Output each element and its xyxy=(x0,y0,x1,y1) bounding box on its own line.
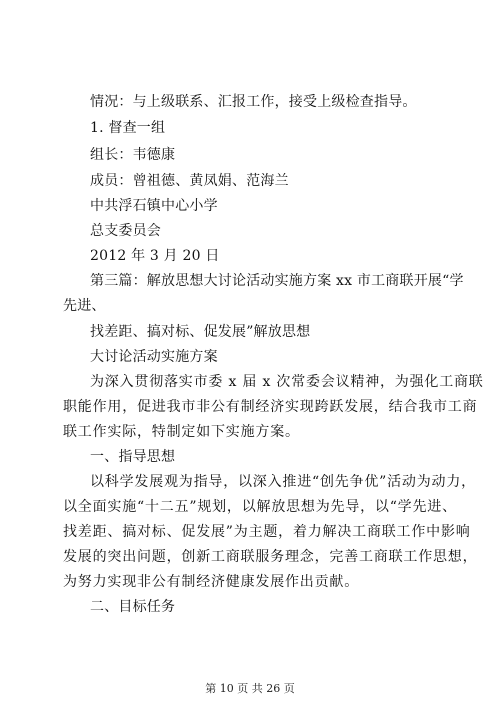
section-heading: 二、目标任务 xyxy=(90,599,176,615)
text-line: 情况：与上级联系、汇报工作，接受上级检查指导。 xyxy=(90,94,417,110)
chapter-title: 第三篇：解放思想大讨论活动实施方案 xx 市工商联开展“学 xyxy=(90,273,464,289)
text-line: 大讨论活动实施方案 xyxy=(90,349,218,365)
chapter-title-continued: 先进、 xyxy=(63,298,106,314)
text-line: 总支委员会 xyxy=(90,223,161,239)
paragraph-line: 为努力实现非公有制经济健康发展作出贡献。 xyxy=(63,574,359,590)
text-line: 中共浮石镇中心小学 xyxy=(90,198,218,214)
text-line: 找差距、搞对标、促发展”解放思想 xyxy=(90,324,311,340)
paragraph-line: 发展的突出问题，创新工商联服务理念，完善工商联工作思想， xyxy=(63,549,478,565)
paragraph-line: 以科学发展观为指导，以深入推进“创先争优”活动为动力， xyxy=(90,474,476,490)
text-line: 组长：韦德康 xyxy=(90,147,176,163)
paragraph-line: 找差距、搞对标、促发展”为主题，着力解决工商联工作中影响 xyxy=(63,524,471,540)
paragraph-line: 以全面实施“十二五”规划，以解放思想为先导，以“学先进、 xyxy=(63,499,457,515)
paragraph-line: 为深入贯彻落实市委 x 届 x 次常委会议精神，为强化工商联 xyxy=(90,374,484,390)
date-line: 2012 年 3 月 20 日 xyxy=(90,248,220,264)
text-line: 成员：曾祖德、黄凤娟、范海兰 xyxy=(90,173,289,189)
section-heading: 1. 督查一组 xyxy=(90,120,166,136)
page-number: 第 10 页 共 26 页 xyxy=(205,682,295,695)
section-heading: 一、指导思想 xyxy=(90,449,176,465)
paragraph-line: 联工作实际，特制定如下实施方案。 xyxy=(63,424,300,440)
paragraph-line: 职能作用，促进我市非公有制经济实现跨跃发展，结合我市工商 xyxy=(63,399,478,415)
